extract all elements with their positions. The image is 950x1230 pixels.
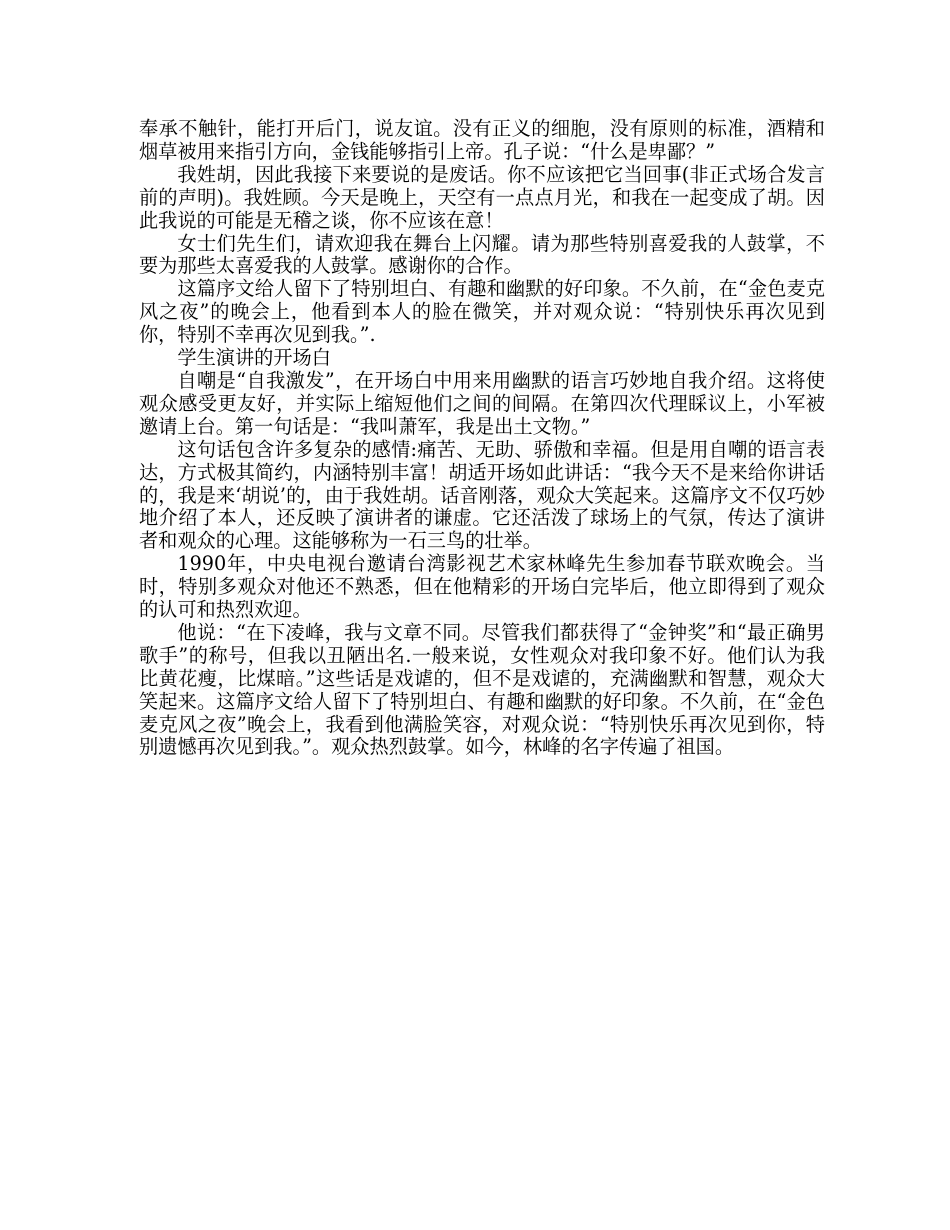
section-heading: 学生演讲的开场白: [177, 346, 331, 370]
paragraph-8: 他说：“在下凌峰，我与文章不同。尽管我们都获得了“金钟奖”和“最正确男歌手”的称号，但我以丑陋出名.一般来说，女性观众对我印象不好。他们认为我比黄花瘦，比煤暗。”这些话是戏谑的，但不是戏谑的，充满幽默和智慧，观众大笑起来。这篇序文给人留下了特别坦白、有趣和幽默的好印象。不久前，在“金色麦克风之夜”晚会上，我看到他满脸笑容，对观众说：“特别快乐再次见到你，特别遗憾再次见到我。”。观众热烈鼓掌。如今，林峰的名字传遍了祖国。: [139, 620, 825, 759]
paragraph-5: 自嘲是“自我激发”，在开场白中用来用幽默的语言巧妙地自我介绍。这将使观众感受更友好，并实际上缩短他们之间的间隔。在第四次代理睬议上，小军被邀请上台。第一句话是：“我叫萧军，我是出土文物。”: [139, 368, 825, 438]
paragraph-6: 这句话包含许多复杂的感情:痛苦、无助、骄傲和幸福。但是用自嘲的语言表达，方式极其简约，内涵特别丰富！胡适开场如此讲话：“我今天不是来给你讲话的，我是来‘胡说’的，由于我姓胡。话音刚落，观众大笑起来。这篇序文不仅巧妙地介绍了本人，还反映了演讲者的谦虚。它还活泼了球场上的气氛，传达了演讲者和观众的心理。这能够称为一石三鸟的壮举。: [139, 437, 825, 553]
paragraph-1: 奉承不触针，能打开后门，说友谊。没有正义的细胞，没有原则的标准，酒精和烟草被用来指引方向，金钱能够指引上帝。孔子说：“什么是卑鄙？”: [139, 117, 825, 163]
paragraph-7: 1990年，中央电视台邀请台湾影视艺术家林峰先生参加春节联欢晚会。当时，特别多观众对他还不熟悉，但在他精彩的开场白完毕后，他立即得到了观众的认可和热烈欢迎。: [139, 552, 825, 622]
paragraph-2: 我姓胡，因此我接下来要说的是废话。你不应该把它当回事(非正式场合发言前的声明)。我姓顾。今天是晚上，天空有一点点月光，和我在一起变成了胡。因此我说的可能是无稽之谈，你不应该在意！: [139, 162, 825, 232]
paragraph-4: 这篇序文给人留下了特别坦白、有趣和幽默的好印象。不久前，在“金色麦克风之夜”的晚会上，他看到本人的脸在微笑，并对观众说：“特别快乐再次见到你，特别不幸再次见到我。”.: [139, 277, 825, 347]
document-body: [139, 118, 825, 759]
paragraph-3: 女士们先生们，请欢迎我在舞台上闪耀。请为那些特别喜爱我的人鼓掌，不要为那些太喜爱我的人鼓掌。感谢你的合作。: [139, 231, 825, 278]
